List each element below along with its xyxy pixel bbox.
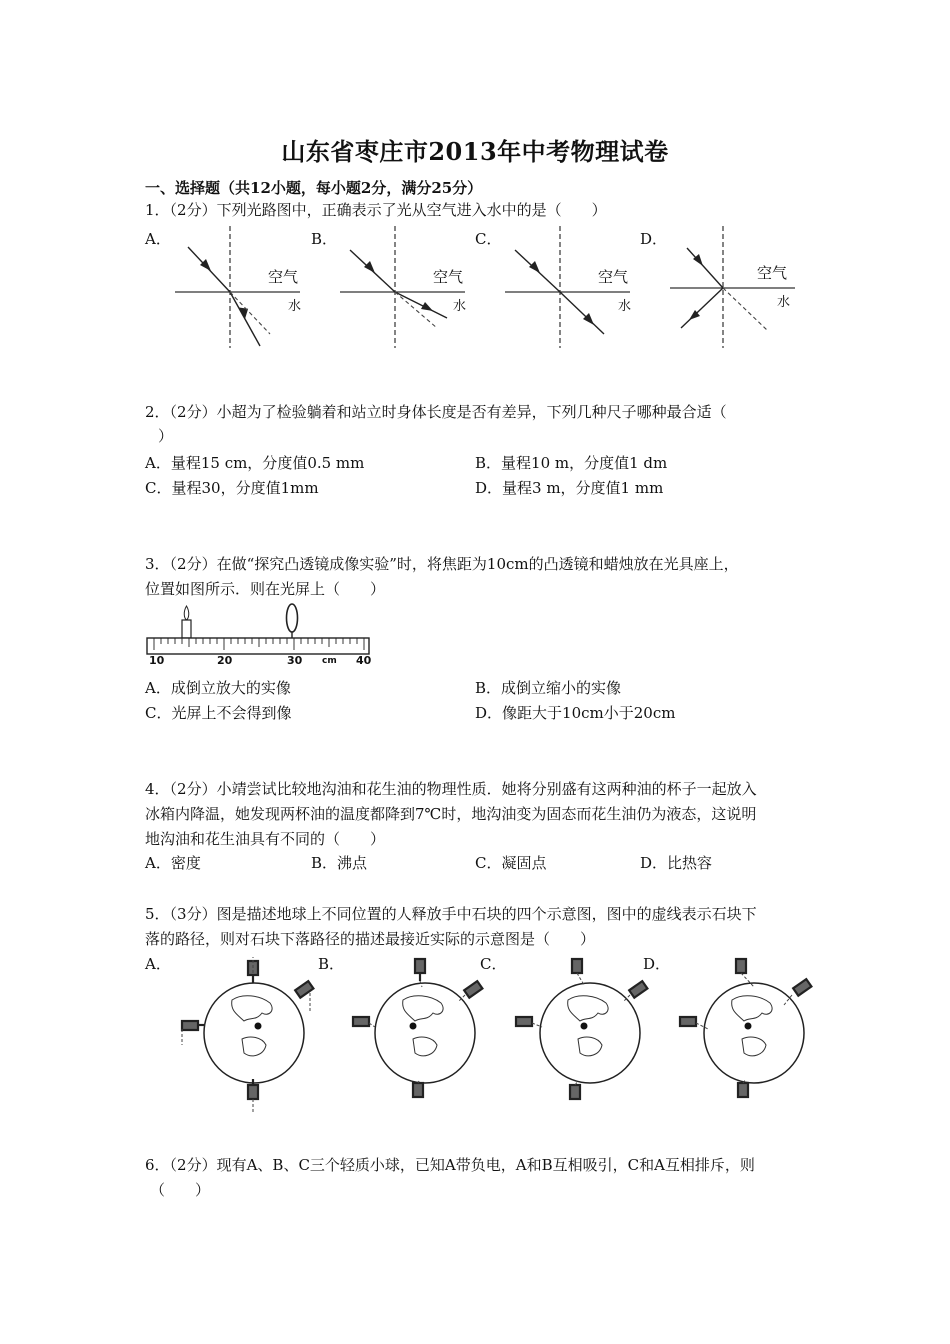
q5-option-d-label: D． <box>643 955 671 973</box>
q3-option-c: C．光屏上不会得到像 <box>145 704 292 722</box>
q5-option-b-label: B． <box>318 955 345 973</box>
q5-globe-b <box>343 955 493 1115</box>
q5-option-c-label: C． <box>480 955 507 973</box>
unit-label: cm <box>322 656 337 666</box>
tick-label: 30 <box>287 654 303 667</box>
q4-option-a: A．密度 <box>145 854 201 872</box>
question-3-stem-line1: 3．（2分）在做“探究凸透镜成像实验”时，将焦距为10cm的凸透镜和蜡烛放在光具座上， <box>145 555 739 573</box>
question-2-stem-line2: ） <box>158 427 174 445</box>
q1-diagram-b <box>335 222 475 350</box>
q2-option-c: C．量程30，分度值1mm <box>145 479 319 497</box>
q3-option-a: A．成倒立放大的实像 <box>145 679 291 697</box>
air-label: 空气 <box>757 264 788 282</box>
air-label: 空气 <box>268 268 299 286</box>
q2-option-d: D．量程3 m，分度值1 mm <box>475 479 664 497</box>
q2-option-a: A．量程15 cm，分度值0.5 mm <box>145 454 365 472</box>
water-label: 水 <box>453 299 467 314</box>
air-label: 空气 <box>598 268 629 286</box>
question-4-stem-line1: 4．（2分）小靖尝试比较地沟油和花生油的物理性质．她将分别盛有这两种油的杯子一起放入 <box>145 780 757 798</box>
q1-option-d-label: D． <box>640 230 668 248</box>
q1-option-b-label: B． <box>311 230 338 248</box>
q5-globe-a <box>172 955 322 1115</box>
question-1-stem: 1．（2分）下列光路图中，正确表示了光从空气进入水中的是（ ） <box>145 201 607 219</box>
question-3-stem-line2: 位置如图所示．则在光屏上（ ） <box>145 580 386 598</box>
q4-option-b: B．沸点 <box>311 854 368 872</box>
q5-option-a-label: A． <box>145 955 171 973</box>
tick-label: 10 <box>149 654 165 667</box>
q1-diagram-c <box>500 222 640 350</box>
question-6-stem-line1: 6．（2分）现有A、B、C三个轻质小球，已知A带负电，A和B互相吸引，C和A互相排斥，则 <box>145 1156 755 1174</box>
q1-diagram-a <box>170 222 310 350</box>
candle <box>182 620 191 638</box>
tick-label: 40 <box>356 654 372 667</box>
q1-option-c-label: C． <box>475 230 502 248</box>
question-5-stem-line2: 落的路径，则对石块下落路径的描述最接近实际的示意图是（ ） <box>145 930 596 948</box>
question-5-stem-line1: 5．（3分）图是描述地球上不同位置的人释放手中石块的四个示意图，图中的虚线表示石块下 <box>145 905 757 923</box>
question-4-stem-line3: 地沟油和花生油具有不同的（ ） <box>145 830 386 848</box>
q5-globe-d <box>672 955 822 1115</box>
q1-diagram-d <box>665 222 805 350</box>
water-label: 水 <box>618 299 632 314</box>
question-6-stem-line2: （ ） <box>150 1181 211 1199</box>
q4-option-c: C．凝固点 <box>475 854 547 872</box>
q2-option-b: B．量程10 m，分度值1 dm <box>475 454 668 472</box>
convex-lens <box>287 604 298 632</box>
page-title: 山东省枣庄市2013年中考物理试卷 <box>281 137 669 166</box>
q5-globe-c <box>508 955 658 1115</box>
water-label: 水 <box>777 295 791 310</box>
q4-option-d: D．比热容 <box>640 854 713 872</box>
question-4-stem-line2: 冰箱内降温，她发现两杯油的温度都降到7℃时，地沟油变为固态而花生油仍为液态，这说明 <box>145 805 757 823</box>
q3-option-b: B．成倒立缩小的实像 <box>475 679 622 697</box>
water-label: 水 <box>288 299 302 314</box>
q1-option-a-label: A． <box>145 230 171 248</box>
tick-label: 20 <box>217 654 233 667</box>
section-heading: 一、选择题（共12小题，每小题2分，满分25分） <box>145 179 483 197</box>
question-2-stem-line1: 2．（2分）小超为了检验躺着和站立时身体长度是否有差异，下列几种尺子哪种最合适（ <box>145 403 727 421</box>
air-label: 空气 <box>433 268 464 286</box>
q3-optical-bench <box>144 600 374 670</box>
q3-option-d: D．像距大于10cm小于20cm <box>475 704 676 722</box>
